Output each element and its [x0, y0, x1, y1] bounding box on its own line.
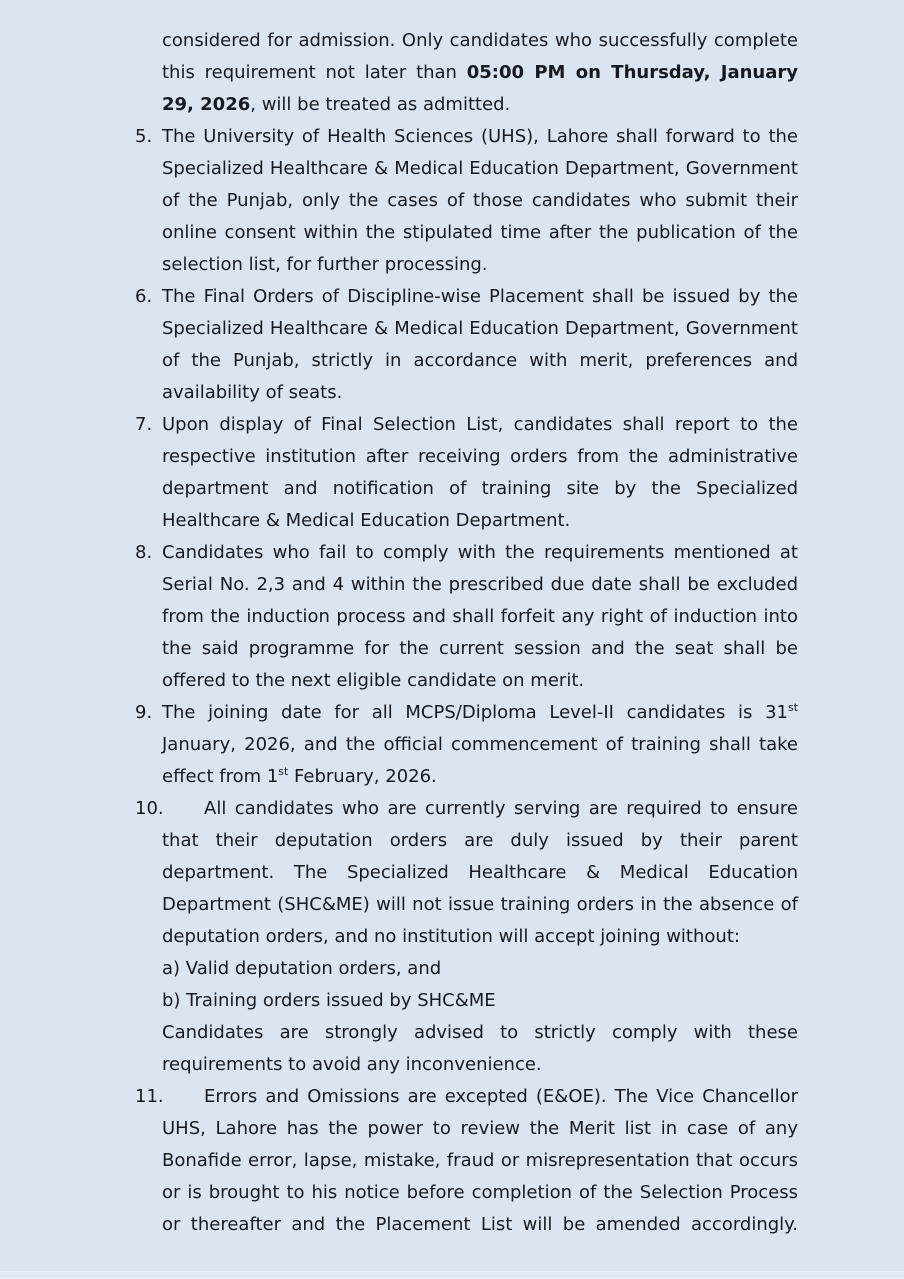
item-text: [162, 121, 798, 281]
text-run: The University of Health Sciences (UHS), Lahore shall forward to the Specialized Healthcare & Medical Education Department, Government of the Punjab, only the cases of those candidates who submit their online consent within the stipulated time after the publication of the selection list, for further processing.: [162, 126, 798, 275]
item-number: 11.: [135, 1086, 164, 1107]
text-run: All candidates who are currently serving are required to ensure that their deputation orders are duly issued by their parent department. The Specialized Healthcare & Medical Education Department (SHC&ME) will not issue training orders in the absence of deputation orders, and no institution will accept joining without:: [162, 798, 798, 947]
item-number: 5.: [135, 126, 153, 147]
item-number: 7.: [135, 414, 153, 435]
text-run: The Final Orders of Discipline-wise Placement shall be issued by the Specialized Healthcare & Medical Education Department, Government of the Punjab, strictly in accordance with merit, preferences and availability of seats.: [162, 286, 798, 403]
list-item: [135, 1081, 798, 1241]
list-item: [135, 697, 798, 793]
item-number: 9.: [135, 702, 153, 723]
item-text: [162, 1081, 798, 1241]
text-run: , will be treated as admitted.: [250, 94, 511, 115]
item-text: [162, 1017, 798, 1081]
text-run: Upon display of Final Selection List, candidates shall report to the respective institution after receiving orders from the administrative department and notification of training site by the Specialized Healthcare & Medical Education Department.: [162, 414, 798, 531]
text-run: Candidates who fail to comply with the requirements mentioned at Serial No. 2,3 and 4 within the prescribed due date shall be excluded from the induction process and shall forfeit any right of induction into the said programme for the current session and the seat shall be offered to the next eligible candidate on merit.: [162, 542, 798, 691]
text-run: February, 2026.: [288, 766, 437, 787]
sub-item-line: b) Training orders issued by SHC&ME: [162, 990, 496, 1011]
sub-item-line: a) Valid deputation orders, and: [162, 958, 442, 979]
item-text: [162, 281, 798, 409]
superscript-run: st: [787, 701, 798, 714]
item-text: [162, 25, 798, 121]
list-item: [135, 793, 798, 1081]
text-run: The joining date for all MCPS/Diploma Level-II candidates is 31: [162, 702, 788, 723]
list-item: [135, 409, 798, 537]
item-text: [162, 793, 798, 953]
item-number: 10.: [135, 798, 164, 819]
list-item: [135, 281, 798, 409]
page-bottom-edge: [0, 1271, 904, 1279]
text-run: January, 2026, and the official commencement of training shall take effect from 1: [162, 734, 798, 787]
item-text: [162, 409, 798, 537]
text-run: considered for admission. Only candidates who successfully complete this requirement not later than: [162, 30, 798, 83]
text-run: Candidates are strongly advised to strictly comply with these requirements to avoid any inconvenience.: [162, 1022, 798, 1075]
item-text: [162, 537, 798, 697]
bold-text-run: 05:00 PM on Thursday, January 29, 2026: [162, 62, 798, 115]
item-number: 6.: [135, 286, 153, 307]
list-item: [135, 537, 798, 697]
notice-list: [135, 25, 798, 1241]
superscript-run: st: [278, 765, 289, 778]
list-item: [162, 25, 798, 121]
item-text: [162, 697, 798, 793]
text-run: Errors and Omissions are excepted (E&OE). The Vice Chancellor UHS, Lahore has the power to review the Merit list in case of any Bonafide error, lapse, mistake, fraud or misrepresentation that occurs or is brought to his notice before completion of the Selection Process or thereafter and the Placement List will be amended accordingly.: [162, 1086, 798, 1235]
notice-page: [135, 25, 798, 1241]
item-number: 8.: [135, 542, 153, 563]
list-item: [135, 121, 798, 281]
